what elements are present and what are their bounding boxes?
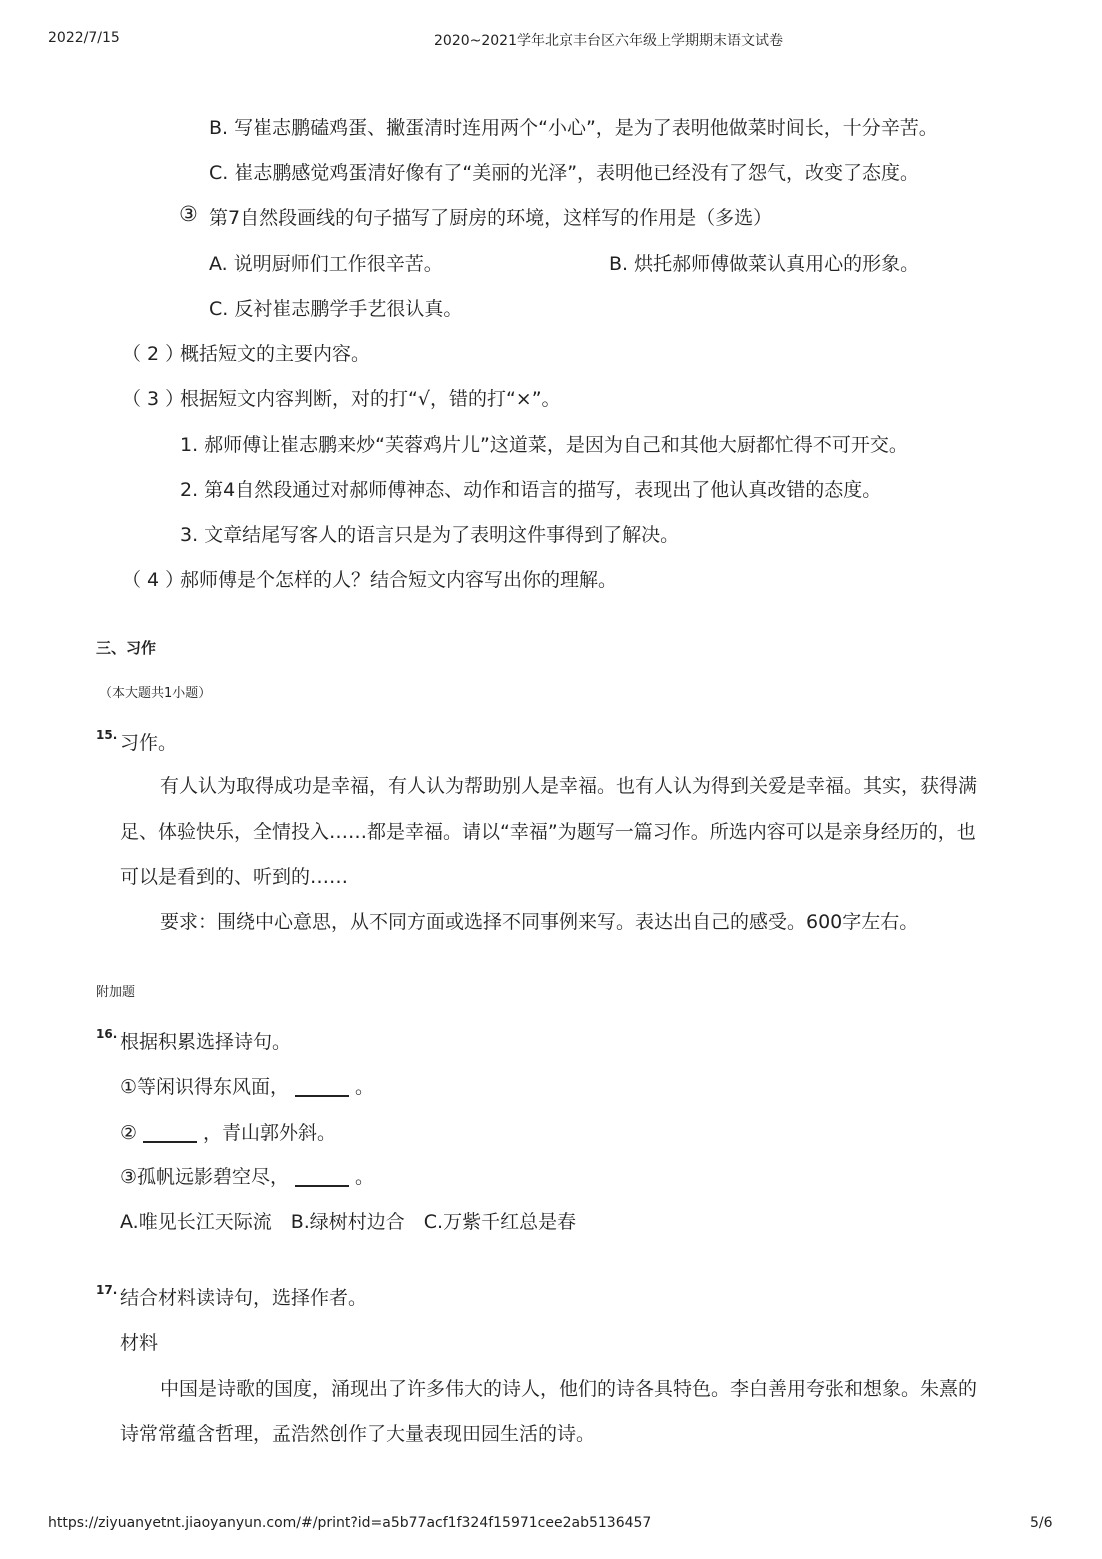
q16-line-1 xyxy=(120,1074,374,1100)
q17-number: 17. xyxy=(96,1283,118,1297)
q16-blank-3[interactable] xyxy=(295,1167,349,1187)
q14-part4-stem: 郝师傅是个怎样的人？结合短文内容写出你的理解。 xyxy=(180,569,618,591)
q14-sub2-option-c: C. 崔志鹏感觉鸡蛋清好像有了“美丽的光泽”，表明他已经没有了怨气，改变了态度。 xyxy=(209,162,920,184)
q14-part3-item-1: 1. 郝师傅让崔志鹏来炒“芙蓉鸡片儿”这道菜，是因为自己和其他大厨都忙得不可开交。 xyxy=(180,434,908,456)
q14-part3-item-2: 2. 第4自然段通过对郝师傅神态、动作和语言的描写，表现出了他认真改错的态度。 xyxy=(180,479,882,501)
q16-line-1-text: ①等闲识得东风面， xyxy=(120,1076,290,1098)
q14-part3-number: （ 3 ） xyxy=(122,388,185,410)
q16-line-2-num: ② xyxy=(120,1122,138,1144)
extra-section-title: 附加题 xyxy=(96,985,136,1000)
q14-sub3-option-c: C. 反衬崔志鹏学手艺很认真。 xyxy=(209,298,463,320)
q17-material-line-2: 诗常常蕴含哲理，孟浩然创作了大量表现田园生活的诗。 xyxy=(120,1423,596,1445)
q16-number: 16. xyxy=(96,1027,118,1041)
q16-line-3-end: 。 xyxy=(355,1166,375,1188)
q15-stem: 习作。 xyxy=(120,732,178,754)
q16-line-2-text: ，青山郭外斜。 xyxy=(203,1122,337,1144)
q14-sub3-number: ③ xyxy=(179,202,198,226)
q16-blank-1[interactable] xyxy=(295,1077,349,1097)
q17-stem: 结合材料读诗句，选择作者。 xyxy=(120,1287,368,1309)
q16-stem: 根据积累选择诗句。 xyxy=(120,1031,292,1053)
print-title: 2020~2021学年北京丰台区六年级上学期期末语文试卷 xyxy=(434,33,783,49)
q16-line-3 xyxy=(120,1164,374,1190)
q17-material-label: 材料 xyxy=(120,1332,159,1354)
q15-number: 15. xyxy=(96,728,118,742)
footer-url[interactable]: https://ziyuanyetnt.jiaoyanyun.com/#/print?id=a5b77acf1f324f15971cee2ab5136457 xyxy=(48,1515,652,1531)
q14-part2-stem: 概括短文的主要内容。 xyxy=(180,343,371,365)
q15-prompt-line-2: 足、体验快乐，全情投入……都是幸福。请以“幸福”为题写一篇习作。所选内容可以是亲身经历的，也 xyxy=(120,821,976,843)
q14-sub3-option-a: A. 说明厨师们工作很辛苦。 xyxy=(209,253,443,275)
q16-line-2 xyxy=(120,1120,336,1146)
q14-part3-stem: 根据短文内容判断，对的打“√，错的打“×”。 xyxy=(180,388,561,410)
section-title: 三、习作 xyxy=(96,639,157,657)
q14-sub3-stem: 第7自然段画线的句子描写了厨房的环境，这样写的作用是（多选） xyxy=(209,207,773,229)
q16-blank-2[interactable] xyxy=(143,1123,197,1143)
q14-sub3-option-b: B. 烘托郝师傅做菜认真用心的形象。 xyxy=(609,253,920,275)
page-number: 5/6 xyxy=(1030,1515,1053,1531)
q15-prompt-line-1: 有人认为取得成功是幸福，有人认为帮助别人是幸福。也有人认为得到关爱是幸福。其实，获得满 xyxy=(160,775,978,797)
q14-sub2-option-b: B. 写崔志鹏磕鸡蛋、撇蛋清时连用两个“小心”，是为了表明他做菜时间长，十分辛苦。 xyxy=(209,117,938,139)
q15-requirements: 要求：围绕中心意思，从不同方面或选择不同事例来写。表达出自己的感受。600字左右。 xyxy=(160,911,919,933)
section-note: （本大题共1小题） xyxy=(99,686,212,701)
q15-prompt-line-3: 可以是看到的、听到的…… xyxy=(120,866,349,888)
q16-line-3-text: ③孤帆远影碧空尽， xyxy=(120,1166,290,1188)
q16-line-1-end: 。 xyxy=(355,1076,375,1098)
q17-material-line-1: 中国是诗歌的国度，涌现出了许多伟大的诗人，他们的诗各具特色。李白善用夸张和想象。朱熹的 xyxy=(160,1378,978,1400)
print-date: 2022/7/15 xyxy=(48,30,120,46)
q14-part4-number: （ 4 ） xyxy=(122,569,185,591)
q16-options: A.唯见长江天际流 B.绿树村边合 C.万紫千红总是春 xyxy=(120,1211,577,1233)
q14-part3-item-3: 3. 文章结尾写客人的语言只是为了表明这件事得到了解决。 xyxy=(180,524,680,546)
q14-part2-number: （ 2 ） xyxy=(122,343,185,365)
